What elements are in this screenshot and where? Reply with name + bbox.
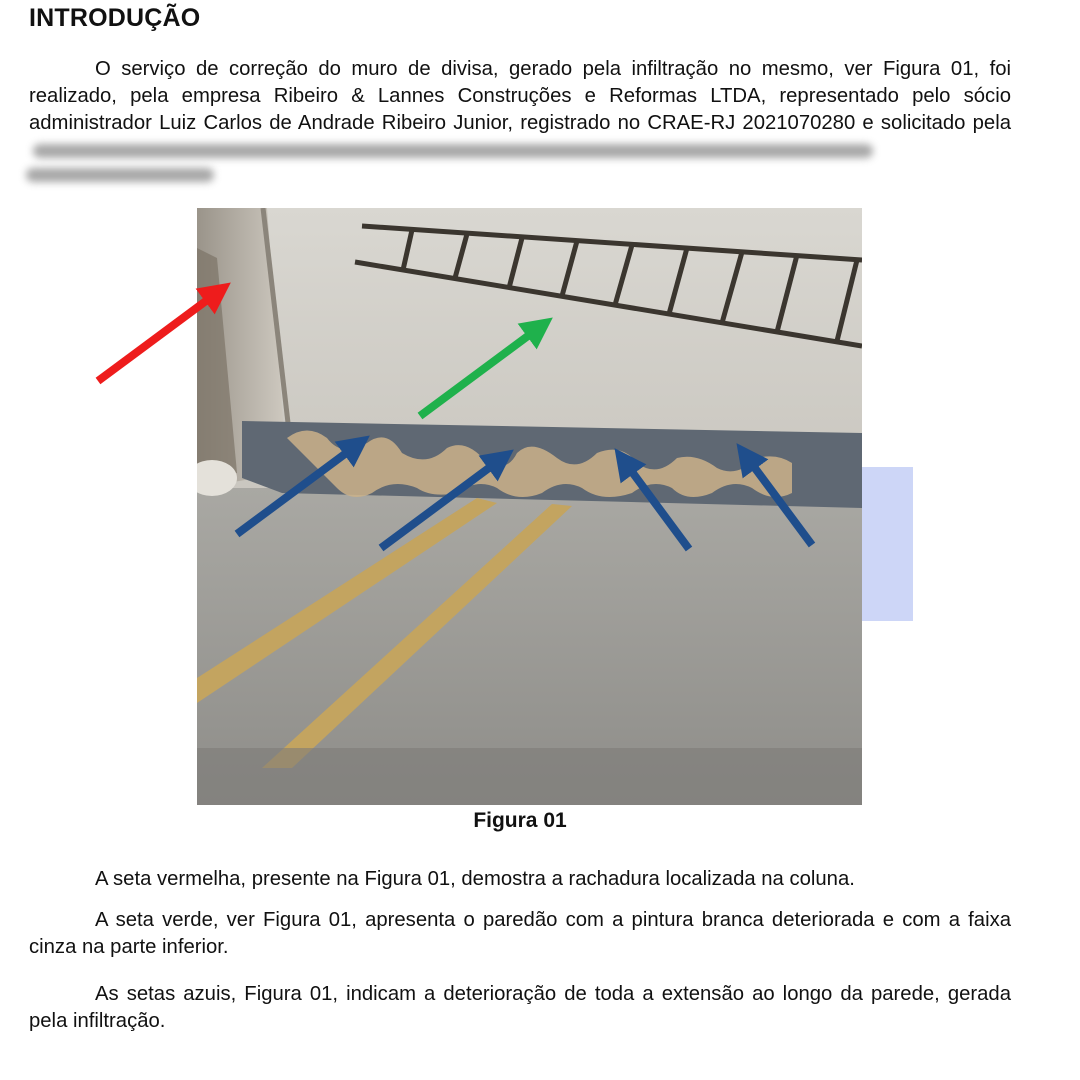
intro-paragraph bbox=[29, 56, 1011, 164]
redacted-text-row bbox=[26, 166, 214, 184]
redacted-text bbox=[26, 168, 214, 182]
figure-photo bbox=[197, 208, 862, 805]
section-heading: INTRODUÇÃO bbox=[29, 4, 201, 32]
green-arrow-paragraph: A seta verde, ver Figura 01, apresenta o paredão com a pintura branca deteriorada e com a faixa cinza na parte inferior. bbox=[29, 909, 1011, 958]
side-tab bbox=[862, 467, 913, 621]
red-arrow-paragraph: A seta vermelha, presente na Figura 01, demostra a rachadura localizada na coluna. bbox=[95, 868, 855, 890]
redacted-text bbox=[33, 144, 873, 158]
blue-arrow-paragraph: As setas azuis, Figura 01, indicam a deterioração de toda a extensão ao longo da parede, gerada pela infiltração. bbox=[29, 983, 1011, 1032]
figure-caption: Figura 01 bbox=[473, 809, 567, 832]
intro-text: O serviço de correção do muro de divisa, gerado pela infiltração no mesmo, ver Figura 01, foi realizado, pela empresa Ribeiro & Lannes Construções e Reformas LTDA, representado pelo sócio administrador Luiz Carlos de Andrade Ribeiro Junior, registrado no CRAE-RJ 2021070280 e solicitado pela bbox=[29, 58, 1011, 134]
